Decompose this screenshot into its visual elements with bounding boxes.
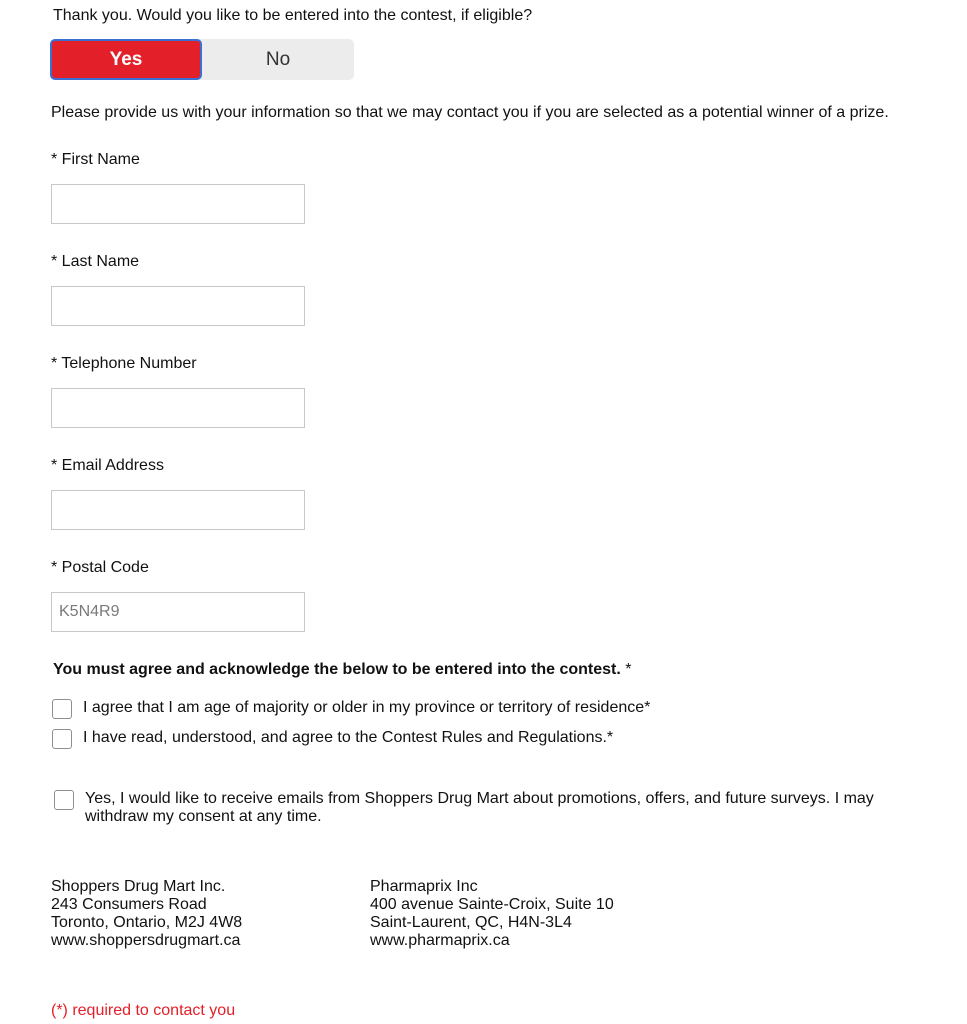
telephone-label: * Telephone Number — [51, 355, 197, 372]
age-majority-label: I agree that I am age of majority or older in my province or territory of residence* — [83, 699, 651, 716]
yes-button[interactable]: Yes — [50, 39, 202, 80]
street-address: 243 Consumers Road — [51, 896, 207, 913]
city-line: Saint-Laurent, QC, H4N-3L4 — [370, 914, 572, 931]
postal-code-label: * Postal Code — [51, 559, 149, 576]
pharmaprix-address — [370, 878, 614, 950]
last-name-field[interactable] — [51, 286, 305, 326]
email-field[interactable] — [51, 490, 305, 530]
email-label: * Email Address — [51, 457, 164, 474]
email-consent-label — [85, 790, 874, 826]
required-note: (*) required to contact you — [51, 1002, 236, 1019]
contest-rules-checkbox[interactable] — [52, 729, 72, 749]
shoppers-address — [51, 878, 242, 950]
contest-question: Thank you. Would you like to be entered into the contest, if eligible? — [53, 7, 533, 24]
contest-entry-toggle — [50, 39, 354, 80]
agreement-heading — [53, 660, 631, 680]
last-name-label: * Last Name — [51, 253, 140, 270]
website: www.shoppersdrugmart.ca — [51, 932, 241, 949]
email-consent-line-2: withdraw my consent at any time. — [85, 808, 322, 825]
no-button[interactable]: No — [265, 49, 291, 70]
email-consent-checkbox[interactable] — [54, 790, 74, 810]
city-line: Toronto, Ontario, M2J 4W8 — [51, 914, 243, 931]
email-consent-line-1: Yes, I would like to receive emails from Shoppers Drug Mart about promotions, offers, and future surveys. I may — [85, 790, 874, 807]
age-majority-checkbox[interactable] — [52, 699, 72, 719]
intro-text: Please provide us with your information so that we may contact you if you are selected as a potential winner of a prize. — [51, 104, 889, 121]
agreement-heading-text: You must agree and acknowledge the below to be entered into the contest. — [53, 661, 621, 678]
company-name: Shoppers Drug Mart Inc. — [51, 878, 226, 895]
street-address: 400 avenue Sainte-Croix, Suite 10 — [370, 896, 614, 913]
telephone-field[interactable] — [51, 388, 305, 428]
first-name-field[interactable] — [51, 184, 305, 224]
company-name: Pharmaprix Inc — [370, 878, 478, 895]
required-mark: * — [625, 661, 632, 678]
postal-code-field[interactable] — [51, 592, 305, 632]
website: www.pharmaprix.ca — [370, 932, 510, 949]
contest-rules-label: I have read, understood, and agree to the Contest Rules and Regulations.* — [83, 729, 614, 746]
first-name-label: * First Name — [51, 151, 140, 168]
